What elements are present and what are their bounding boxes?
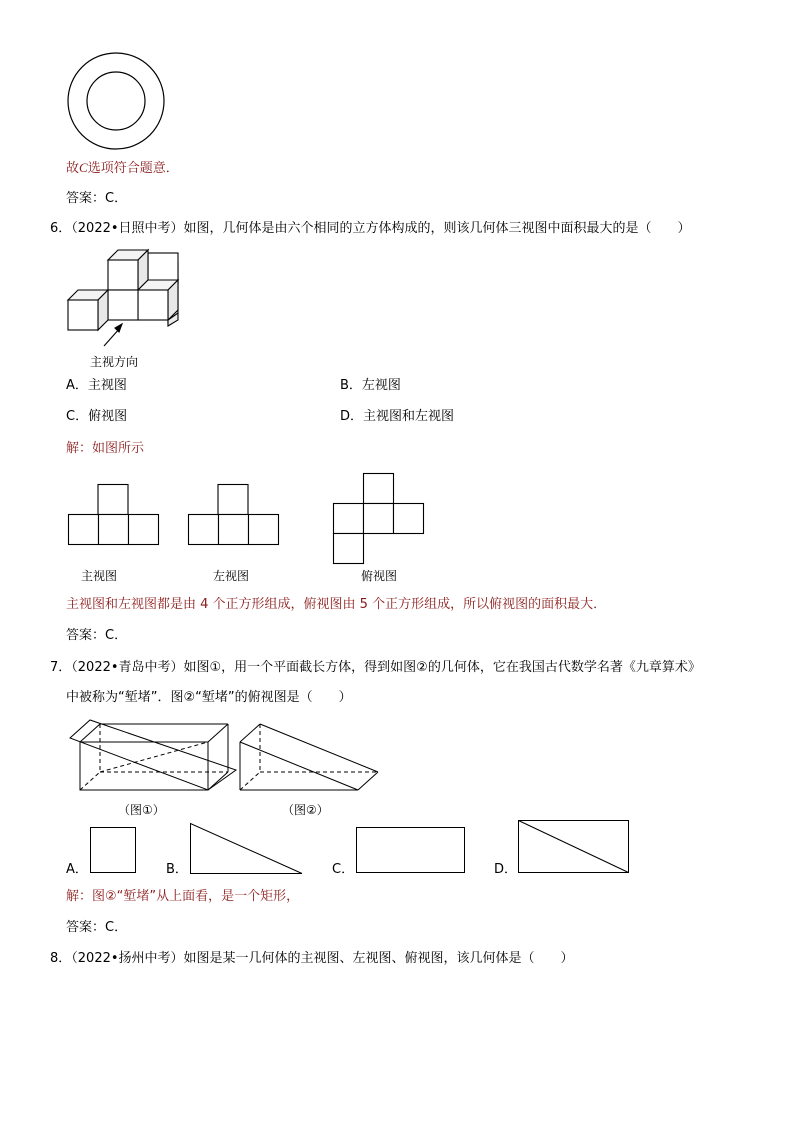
q7-caption-fig1: （图①） (118, 803, 165, 817)
conclusion-line (66, 160, 179, 177)
q7-option-a-label: A． (66, 862, 88, 877)
q8-stem: 8．（2022•扬州中考）如图是某一几何体的主视图、左视图、俯视图，该几何体是（ ） (50, 951, 574, 966)
conclusion-var: C (79, 160, 88, 175)
answer-line-5: 答案：C． (66, 191, 128, 206)
q7-option-d-rectangle-diagonal (518, 820, 630, 874)
q7-option-a-square (90, 827, 138, 875)
q6-caption-left: 左视图 (213, 569, 250, 583)
q7-option-d-label: D． (494, 862, 518, 877)
q7-figure-1 (68, 718, 238, 798)
q6-arrow-label: 主视方向 (90, 355, 139, 369)
q7-figure-2 (238, 718, 383, 793)
q6-option-b: B．左视图 (340, 378, 401, 393)
q6-option-c: C．俯视图 (66, 409, 128, 424)
q7-stem-line1: 7．（2022•青岛中考）如图①，用一个平面截长方体，得到如图②的几何体，它在我国古代数学名著《九章算术》 (50, 660, 701, 675)
q6-left-view (188, 484, 280, 546)
q6-solution-intro: 解：如图所示 (66, 441, 145, 456)
q6-explanation: 主视图和左视图都是由 4 个正方形组成，俯视图由 5 个正方形组成，所以俯视图的面积最大． (66, 597, 607, 612)
q7-option-b-triangle (190, 823, 304, 875)
q6-stem: 6．（2022•日照中考）如图，几何体是由六个相同的立方体构成的，则该几何体三视图中面积最大的是（ ） (50, 221, 691, 236)
q7-option-c-rectangle (356, 827, 466, 875)
q7-stem-line2: 中被称为“堑堵”．图②“堑堵”的俯视图是（ ） (66, 690, 352, 705)
q6-caption-top: 俯视图 (361, 569, 398, 583)
q6-caption-front: 主视图 (81, 569, 118, 583)
conclusion-suffix: 选项符合题意． (87, 161, 179, 176)
q7-answer: 答案：C． (66, 920, 128, 935)
q7-solution: 解：图②“堑堵”从上面看，是一个矩形， (66, 889, 300, 904)
q6-top-view (333, 473, 425, 565)
concentric-circles-figure (60, 50, 175, 155)
q6-cube-figure (60, 248, 190, 353)
conclusion-prefix: 故 (66, 161, 80, 176)
q7-option-c-label: C． (332, 862, 355, 877)
q6-option-a: A．主视图 (66, 378, 127, 393)
q7-caption-fig2: （图②） (282, 803, 329, 817)
q6-option-d: D．主视图和左视图 (340, 409, 455, 424)
q7-option-b-label: B． (166, 862, 188, 877)
q6-answer: 答案：C． (66, 628, 128, 643)
q6-front-view (68, 484, 160, 546)
